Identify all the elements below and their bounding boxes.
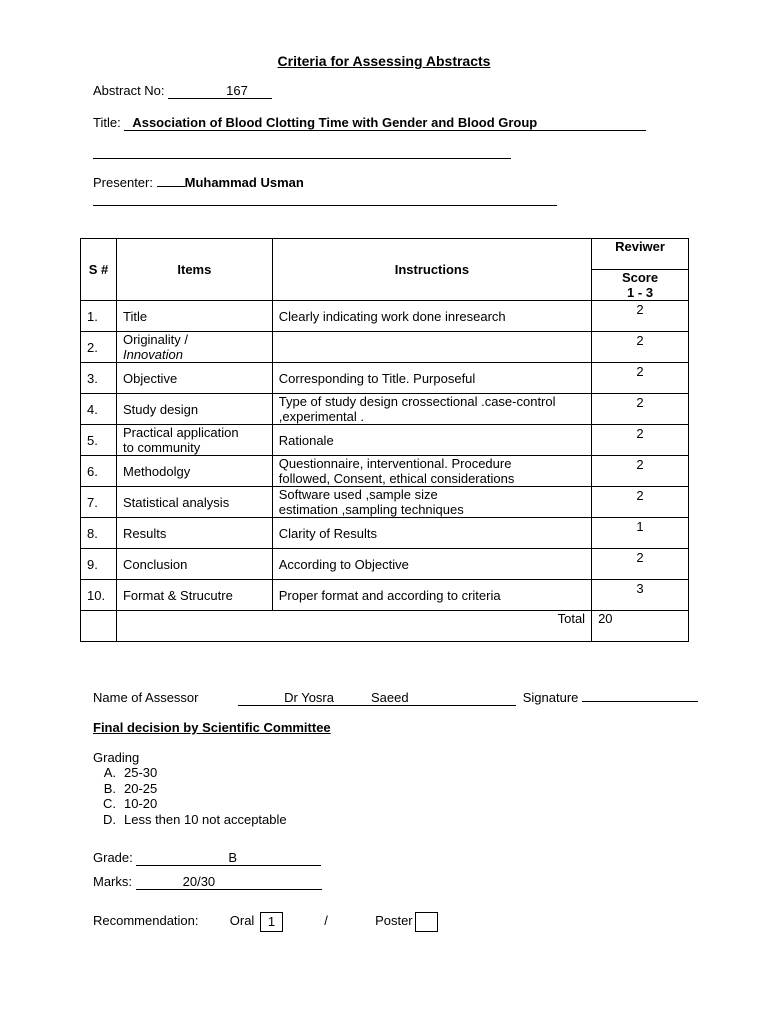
row-item xyxy=(116,301,272,332)
table-row xyxy=(81,549,689,580)
header-sn: S # xyxy=(81,239,117,301)
row-instruction-line1: Corresponding to Title. Purposeful xyxy=(278,370,476,386)
header-reviewer: Reviwer xyxy=(592,239,689,270)
grade-option-text: 25-30 xyxy=(124,765,158,780)
table-row xyxy=(81,518,689,549)
signature-field[interactable] xyxy=(582,689,698,702)
marks-value[interactable]: 20/30 xyxy=(136,874,322,890)
oral-checkbox[interactable]: 1 xyxy=(260,912,283,932)
row-instruction-line1: Clarity of Results xyxy=(278,525,377,541)
row-instruction xyxy=(272,456,591,487)
row-item-line1: Methodolgy xyxy=(122,463,191,479)
row-instruction xyxy=(272,425,591,456)
grade-option-text: Less then 10 not acceptable xyxy=(124,811,287,827)
grade-option-letter: A. xyxy=(103,765,116,780)
row-instruction-line2: ,experimental . xyxy=(278,409,365,424)
row-instruction xyxy=(272,518,591,549)
row-score[interactable]: 2 xyxy=(592,487,689,518)
grade-label: Grade: xyxy=(93,850,133,865)
abstract-number-row xyxy=(93,83,272,99)
row-item xyxy=(116,487,272,518)
grade-option-letter: C. xyxy=(103,796,116,811)
row-item-line1: Results xyxy=(122,525,167,541)
final-decision-heading: Final decision by Scientific Committee xyxy=(93,720,331,735)
assessor-first-name: Dr Yosra xyxy=(284,690,334,705)
presenter-label: Presenter: xyxy=(93,175,153,190)
row-item xyxy=(116,363,272,394)
row-item-line1: Practical application xyxy=(122,425,239,440)
row-sn: 5. xyxy=(81,425,117,456)
row-instruction xyxy=(272,394,591,425)
row-instruction xyxy=(272,580,591,611)
total-value[interactable]: 20 xyxy=(592,611,689,642)
grade-option xyxy=(93,781,287,797)
grade-value[interactable]: B xyxy=(136,850,321,866)
row-sn: 4. xyxy=(81,394,117,425)
presenter-pad xyxy=(157,186,185,187)
row-item xyxy=(116,332,272,363)
row-instruction-line1: Questionnaire, interventional. Procedure xyxy=(278,456,512,471)
presenter-underline xyxy=(93,205,557,206)
row-score[interactable]: 2 xyxy=(592,363,689,394)
table-row xyxy=(81,363,689,394)
row-sn: 3. xyxy=(81,363,117,394)
table-row xyxy=(81,580,689,611)
row-instruction-line1: Type of study design crossectional .case-control xyxy=(278,394,556,409)
grading-heading: Grading xyxy=(93,750,140,765)
row-instruction-line1: Clearly indicating work done inresearch xyxy=(278,308,506,324)
row-instruction-line1: According to Objective xyxy=(278,556,409,572)
row-item-line1: Study design xyxy=(122,401,199,417)
abstract-title-label: Title: xyxy=(93,115,121,130)
header-score-label: Score xyxy=(621,270,659,285)
total-empty-cell xyxy=(81,611,117,642)
total-label: Total xyxy=(116,611,591,642)
header-items: Items xyxy=(116,239,272,301)
total-row xyxy=(81,611,689,642)
row-instruction xyxy=(272,487,591,518)
row-score[interactable]: 2 xyxy=(592,394,689,425)
row-item xyxy=(116,394,272,425)
row-item xyxy=(116,580,272,611)
row-score[interactable]: 3 xyxy=(592,580,689,611)
row-item-line2: Innovation xyxy=(122,347,183,362)
abstract-number-label: Abstract No: xyxy=(93,83,165,98)
row-item xyxy=(116,456,272,487)
row-sn: 9. xyxy=(81,549,117,580)
title-continuation-line xyxy=(93,158,511,159)
assessor-row xyxy=(93,689,698,706)
presenter-row xyxy=(93,175,304,190)
oral-label: Oral xyxy=(229,913,255,928)
marks-label: Marks: xyxy=(93,874,132,889)
table-row xyxy=(81,456,689,487)
table-row xyxy=(81,394,689,425)
row-item-line1: Objective xyxy=(122,370,178,386)
assessor-label: Name of Assessor xyxy=(93,690,199,705)
grade-row xyxy=(93,850,321,866)
row-item-line1: Title xyxy=(122,308,148,324)
row-score[interactable]: 2 xyxy=(592,425,689,456)
row-sn: 7. xyxy=(81,487,117,518)
row-item xyxy=(116,549,272,580)
row-item xyxy=(116,425,272,456)
row-score[interactable]: 1 xyxy=(592,518,689,549)
row-score[interactable]: 2 xyxy=(592,549,689,580)
poster-label: Poster xyxy=(375,913,413,928)
row-instruction-line2: estimation ,sampling techniques xyxy=(278,502,464,517)
criteria-table xyxy=(80,238,689,642)
poster-checkbox[interactable] xyxy=(415,912,438,932)
header-instructions: Instructions xyxy=(272,239,591,301)
header-score xyxy=(592,270,689,301)
row-sn: 2. xyxy=(81,332,117,363)
row-item-line2: to community xyxy=(122,440,201,455)
abstract-title-row xyxy=(93,115,646,131)
row-instruction xyxy=(272,301,591,332)
row-instruction-line1: Rationale xyxy=(278,432,334,448)
grade-option xyxy=(93,765,287,781)
row-instruction xyxy=(272,549,591,580)
row-score[interactable]: 2 xyxy=(592,332,689,363)
table-row xyxy=(81,301,689,332)
grading-list xyxy=(93,765,287,827)
row-sn: 10. xyxy=(81,580,117,611)
row-sn: 6. xyxy=(81,456,117,487)
row-instruction-line1: Software used ,sample size xyxy=(278,487,438,502)
abstract-number-value[interactable]: 167 xyxy=(168,83,272,99)
grade-option-letter: B. xyxy=(103,780,116,796)
table-row xyxy=(81,487,689,518)
row-item xyxy=(116,518,272,549)
row-instruction-line1: Proper format and according to criteria xyxy=(278,587,501,603)
recommendation-separator: / xyxy=(324,913,328,928)
row-instruction-line2: followed, Consent, ethical considerations xyxy=(278,471,515,486)
presenter-value[interactable]: Muhammad Usman xyxy=(184,175,304,190)
row-sn: 8. xyxy=(81,518,117,549)
row-item-line1: Conclusion xyxy=(122,556,188,572)
grade-option xyxy=(93,796,287,812)
table-row xyxy=(81,332,689,363)
document-title: Criteria for Assessing Abstracts xyxy=(277,53,491,69)
signature-label: Signature xyxy=(522,690,579,705)
row-instruction xyxy=(272,332,591,363)
row-instruction xyxy=(272,363,591,394)
header-score-range: 1 - 3 xyxy=(627,285,654,300)
row-score[interactable]: 2 xyxy=(592,456,689,487)
row-item-line1: Statistical analysis xyxy=(122,494,230,510)
recommendation-row xyxy=(93,910,438,932)
row-item-line1: Originality / xyxy=(122,332,189,347)
row-score[interactable]: 2 xyxy=(592,301,689,332)
grade-option-letter: D. xyxy=(103,811,116,827)
assessor-last-name: Saeed xyxy=(371,690,409,705)
grade-option-text: 20-25 xyxy=(124,780,158,796)
table-row xyxy=(81,425,689,456)
abstract-title-value[interactable]: Association of Blood Clotting Time with Gender and Blood Group xyxy=(124,115,646,131)
assessor-name-field[interactable] xyxy=(238,690,516,706)
grade-option xyxy=(93,812,287,828)
marks-row xyxy=(93,874,322,890)
grade-option-text: 10-20 xyxy=(124,796,158,811)
row-item-line1: Format & Strucutre xyxy=(122,587,233,603)
recommendation-label: Recommendation: xyxy=(93,913,199,928)
row-sn: 1. xyxy=(81,301,117,332)
